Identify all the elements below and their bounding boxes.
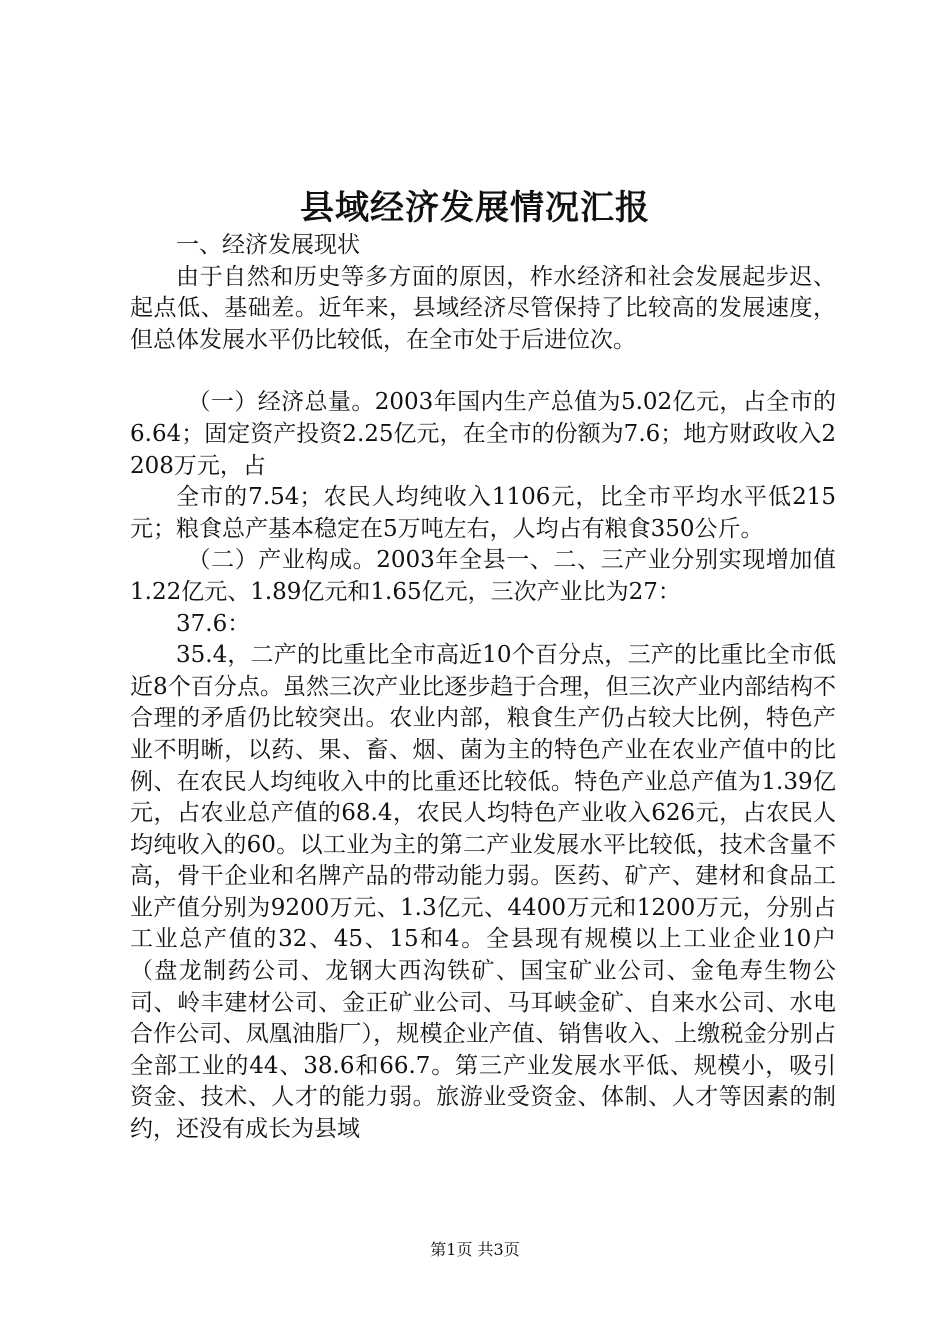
- paragraph: （二）产业构成。2003年全县一、二、三产业分别实现增加值1.22亿元、1.89亿元和1.65亿元，三次产业比为27：: [130, 547, 836, 605]
- paragraph: （一）经济总量。2003年国内生产总值为5.02亿元，占全市的6.64；固定资产投资2.25亿元，在全市的份额为7.6；地方财政收入2208万元，占: [130, 389, 836, 479]
- paragraph: 由于自然和历史等多方面的原因，柞水经济和社会发展起步迟、起点低、基础差。近年来，县域经济尽管保持了比较高的发展速度，但总体发展水平仍比较低，在全市处于后进位次。: [130, 263, 836, 353]
- paragraph: 35.4，二产的比重比全市高近10个百分点，三产的比重比全市低近8个百分点。虽然三次产业比逐步趋于合理，但三次产业内部结构不合理的矛盾仍比较突出。农业内部，粮食生产仍占较大比例，特色产业不明晰，以药、果、畜、烟、菌为主的特色产业在农业产值中的比例、在农民人均纯收入中的比重还比较低。特色产业总产值为1.39亿元，占农业总产值的68.4，农民人均特色产业收入626元，占农民人均纯收入的60。以工业为主的第二产业发展水平比较低，技术含量不高，骨干企业和名牌产品的带动能力弱。医药、矿产、建材和食品工业产值分别为9200万元、1.3亿元、4400万元和1200万元，分别占工业总产值的32、45、15和4。全县现有规模以上工业企业10户（盘龙制药公司、龙钢大西沟铁矿、国宝矿业公司、金龟寿生物公司、岭丰建材公司、金正矿业公司、马耳峡金矿、自来水公司、水电合作公司、凤凰油脂厂），规模企业产值、销售收入、上缴税金分别占全部工业的44、38.6和66.7。第三产业发展水平低、规模小，吸引资金、技术、人才的能力弱。旅游业受资金、体制、人才等因素的制约，还没有成长为县域: [130, 642, 836, 1143]
- page-footer: 第1页 共3页: [430, 1240, 520, 1259]
- document-title: 县域经济发展情况汇报: [300, 188, 650, 228]
- paragraph: 全市的7.54；农民人均纯收入1106元，比全市平均水平低215元；粮食总产基本稳定在5万吨左右，人均占有粮食350公斤。: [130, 484, 836, 542]
- document-body: [130, 230, 836, 1146]
- paragraph: 37.6：: [176, 610, 251, 637]
- section-heading: 一、经济发展现状: [176, 232, 360, 258]
